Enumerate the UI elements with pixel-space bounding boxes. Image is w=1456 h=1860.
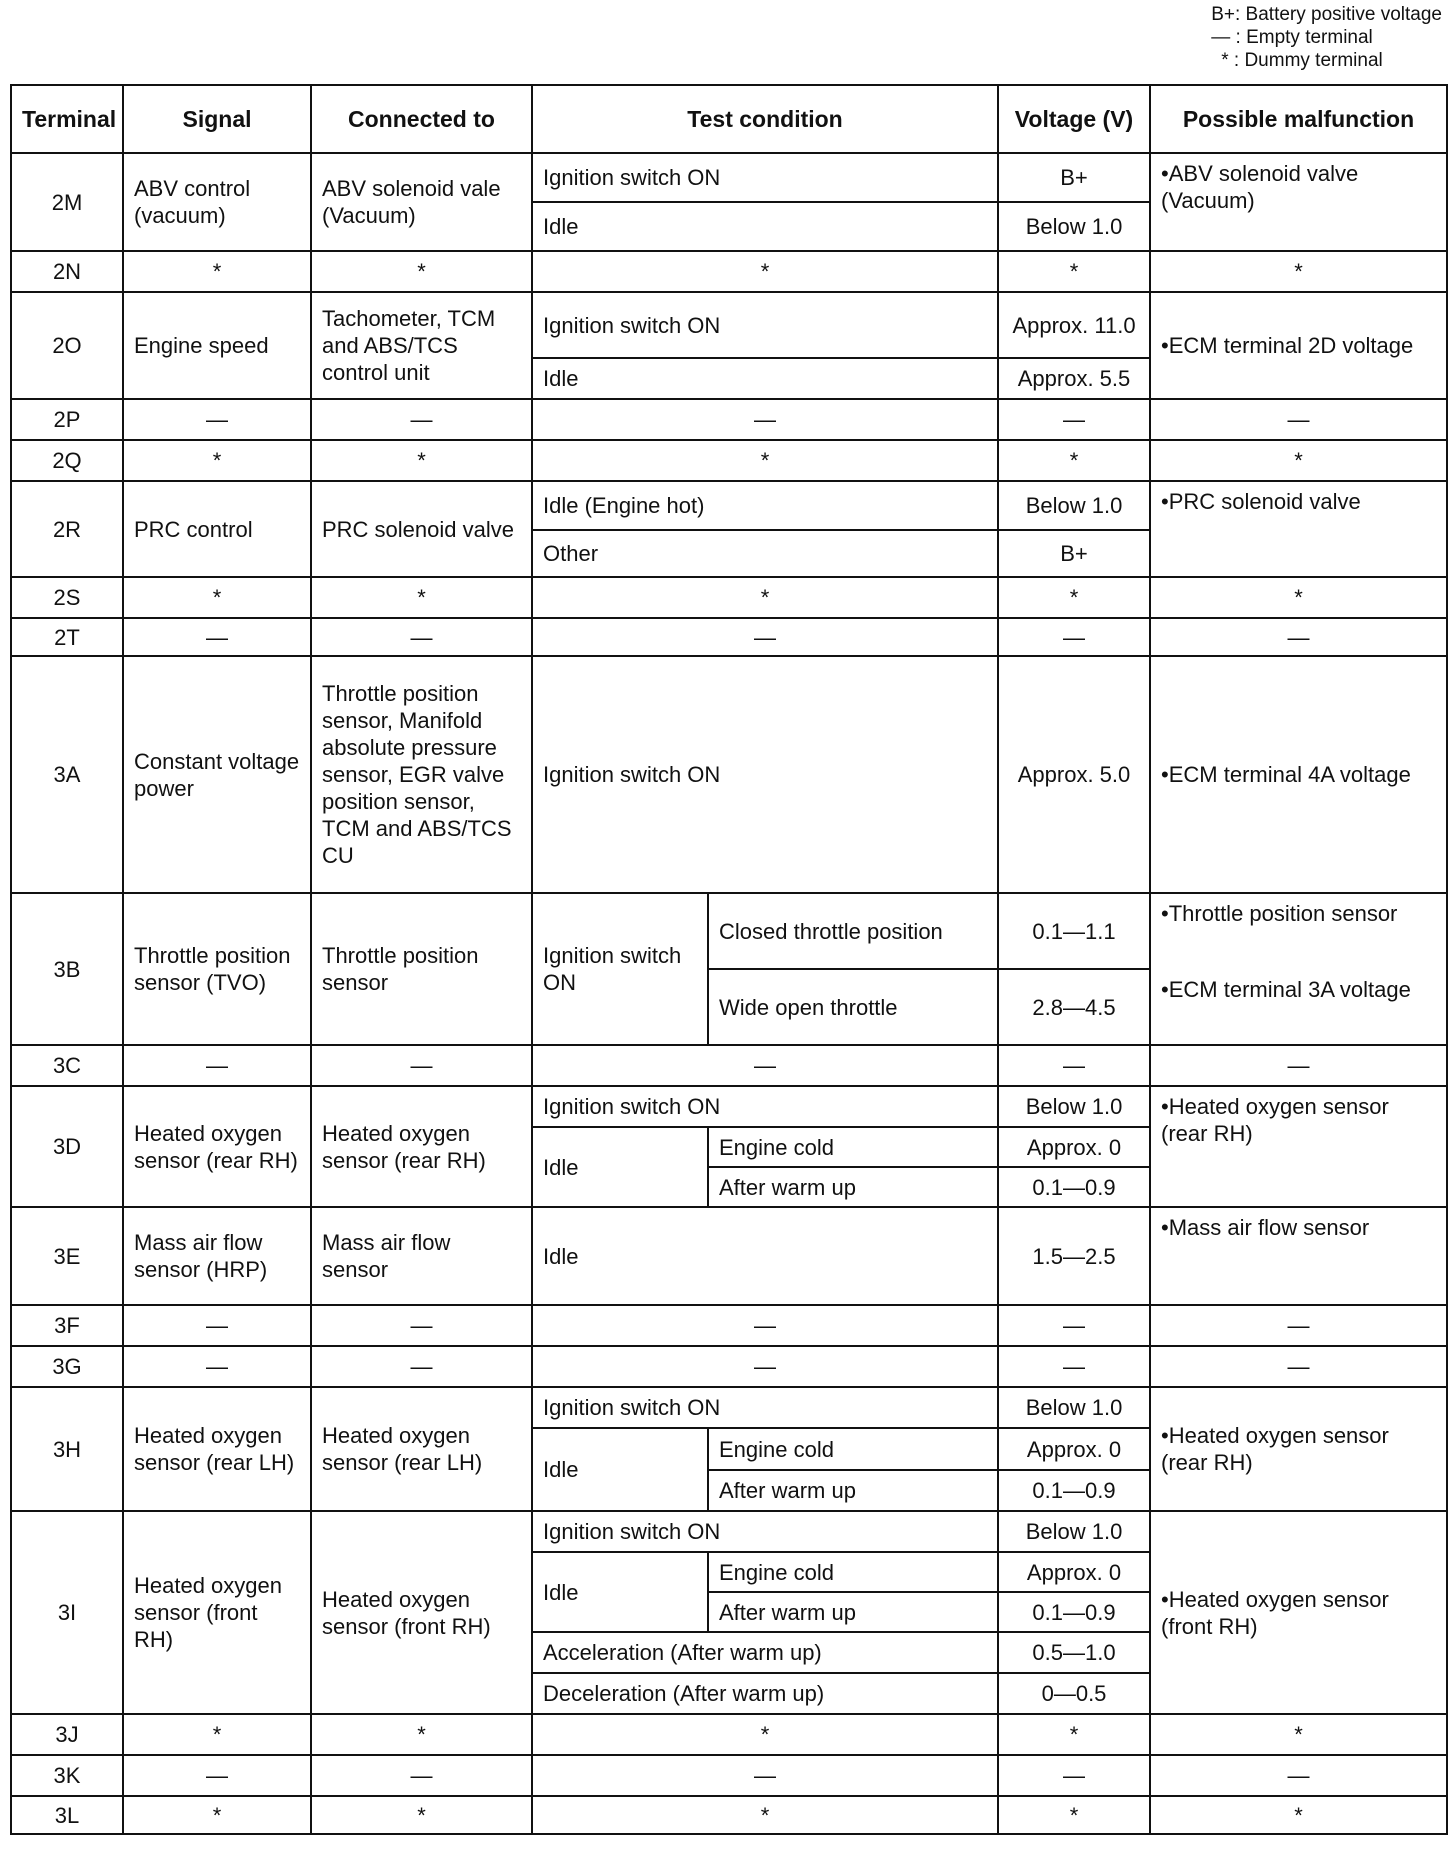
malfunction-cell	[1150, 1207, 1447, 1305]
dummy-mark: *	[311, 251, 532, 292]
header-terminal: Terminal	[11, 85, 123, 153]
terminal-cell: 3I	[11, 1511, 123, 1714]
dummy-mark: *	[123, 577, 311, 618]
terminal-cell: 2M	[11, 153, 123, 251]
empty-mark: —	[532, 618, 998, 656]
empty-mark: —	[998, 1305, 1150, 1346]
test-subcondition-cell: After warm up	[708, 1592, 998, 1632]
terminal-cell: 3K	[11, 1755, 123, 1796]
table-row	[11, 1346, 1447, 1387]
dummy-mark: *	[998, 577, 1150, 618]
dummy-mark: *	[532, 577, 998, 618]
malfunction-cell	[1150, 969, 1447, 1045]
header-connected-to: Connected to	[311, 85, 532, 153]
terminal-cell: 3D	[11, 1086, 123, 1207]
table-row	[11, 1796, 1447, 1834]
test-subcondition-cell: Engine cold	[708, 1127, 998, 1167]
table-row	[11, 251, 1447, 292]
malfunction-item: • Heated oxygen sensor (rear RH)	[1161, 1094, 1389, 1146]
empty-mark: —	[532, 399, 998, 440]
dummy-mark: *	[998, 1796, 1150, 1834]
test-condition-cell: Ignition switch ON	[532, 1511, 998, 1552]
test-subcondition-cell: After warm up	[708, 1470, 998, 1511]
table-row	[11, 292, 1447, 358]
legend	[1211, 3, 1442, 72]
terminal-cell: 3H	[11, 1387, 123, 1511]
voltage-cell: 0.1—0.9	[998, 1592, 1150, 1632]
test-condition-cell: Ignition switch ON	[532, 1387, 998, 1428]
table-row	[11, 618, 1447, 656]
voltage-cell: Approx. 5.5	[998, 358, 1150, 399]
malfunction-item: • PRC solenoid valve	[1161, 489, 1361, 514]
terminal-cell: 3J	[11, 1714, 123, 1755]
voltage-cell: B+	[998, 153, 1150, 202]
dummy-mark: *	[311, 440, 532, 481]
terminal-cell: 3B	[11, 893, 123, 1045]
table-row	[11, 1045, 1447, 1086]
terminal-cell: 2S	[11, 577, 123, 618]
dummy-mark: *	[1150, 440, 1447, 481]
empty-mark: —	[311, 1755, 532, 1796]
empty-mark: —	[311, 618, 532, 656]
malfunction-item: • Throttle position sensor	[1161, 901, 1397, 926]
voltage-cell: Approx. 0	[998, 1552, 1150, 1592]
malfunction-item: • ECM terminal 3A voltage	[1161, 977, 1411, 1002]
empty-mark: —	[1150, 1346, 1447, 1387]
malfunction-item: • ECM terminal 2D voltage	[1161, 333, 1413, 358]
empty-mark: —	[1150, 1305, 1447, 1346]
malfunction-cell	[1150, 481, 1447, 577]
test-subcondition-cell: Wide open throttle	[708, 969, 998, 1045]
signal-cell: Heated oxygen sensor (front RH)	[123, 1511, 311, 1714]
signal-cell: Throttle position sensor (TVO)	[123, 893, 311, 1045]
terminal-cell: 2P	[11, 399, 123, 440]
empty-mark: —	[998, 1045, 1150, 1086]
signal-cell: Engine speed	[123, 292, 311, 399]
test-subcondition-cell: After warm up	[708, 1167, 998, 1207]
connected-cell: Heated oxygen sensor (rear LH)	[311, 1387, 532, 1511]
table-row	[11, 1387, 1447, 1428]
dummy-mark: *	[1150, 1796, 1447, 1834]
dummy-mark: *	[532, 251, 998, 292]
malfunction-item: • ABV solenoid valve (Vacuum)	[1161, 161, 1358, 213]
signal-cell: Heated oxygen sensor (rear LH)	[123, 1387, 311, 1511]
empty-mark: —	[311, 1305, 532, 1346]
table-row	[11, 656, 1447, 893]
empty-mark: —	[532, 1305, 998, 1346]
test-condition-cell: Idle	[532, 202, 998, 251]
empty-mark: —	[123, 399, 311, 440]
header-signal: Signal	[123, 85, 311, 153]
empty-mark: —	[311, 1045, 532, 1086]
table-row	[11, 577, 1447, 618]
table-row	[11, 1086, 1447, 1127]
test-condition-cell: Ignition switch ON	[532, 1086, 998, 1127]
terminal-table	[10, 84, 1448, 1835]
terminal-cell: 2R	[11, 481, 123, 577]
table-row	[11, 1511, 1447, 1552]
dummy-mark: *	[1150, 251, 1447, 292]
signal-cell: PRC control	[123, 481, 311, 577]
dummy-mark: *	[123, 251, 311, 292]
empty-mark: —	[123, 1755, 311, 1796]
empty-mark: —	[123, 1346, 311, 1387]
table-row	[11, 440, 1447, 481]
voltage-cell: 0.1—1.1	[998, 893, 1150, 969]
terminal-cell: 2T	[11, 618, 123, 656]
test-condition-cell: Other	[532, 530, 998, 577]
table-row	[11, 893, 1447, 969]
voltage-cell: 0—0.5	[998, 1673, 1150, 1714]
malfunction-item: • ECM terminal 4A voltage	[1161, 762, 1411, 787]
signal-cell: Constant voltage power	[123, 656, 311, 893]
legend-dummy-terminal: * : Dummy terminal	[1221, 50, 1383, 71]
test-condition-cell: Idle	[532, 1207, 998, 1305]
dummy-mark: *	[532, 1796, 998, 1834]
dummy-mark: *	[123, 1796, 311, 1834]
header-test-condition: Test condition	[532, 85, 998, 153]
voltage-cell: Below 1.0	[998, 1511, 1150, 1552]
empty-mark: —	[311, 399, 532, 440]
voltage-cell: Approx. 0	[998, 1127, 1150, 1167]
table-row	[11, 399, 1447, 440]
voltage-cell: B+	[998, 530, 1150, 577]
voltage-cell: Below 1.0	[998, 481, 1150, 530]
malfunction-cell	[1150, 292, 1447, 399]
header-possible-malfunction: Possible malfunction	[1150, 85, 1447, 153]
connected-cell: ABV solenoid vale (Vacuum)	[311, 153, 532, 251]
test-subcondition-cell: Engine cold	[708, 1428, 998, 1470]
empty-mark: —	[311, 1346, 532, 1387]
malfunction-cell	[1150, 656, 1447, 893]
malfunction-cell	[1150, 153, 1447, 251]
empty-mark: —	[1150, 1045, 1447, 1086]
malfunction-cell	[1150, 1086, 1447, 1207]
connected-cell: Throttle position sensor	[311, 893, 532, 1045]
voltage-cell: Below 1.0	[998, 202, 1150, 251]
malfunction-cell	[1150, 893, 1447, 969]
empty-mark: —	[998, 1346, 1150, 1387]
empty-mark: —	[123, 1305, 311, 1346]
voltage-cell: Approx. 0	[998, 1428, 1150, 1470]
voltage-cell: 2.8—4.5	[998, 969, 1150, 1045]
connected-cell: Tachometer, TCM and ABS/TCS control unit	[311, 292, 532, 399]
empty-mark: —	[1150, 618, 1447, 656]
test-condition-cell: Idle	[532, 1552, 708, 1632]
empty-mark: —	[1150, 1755, 1447, 1796]
terminal-cell: 2N	[11, 251, 123, 292]
terminal-cell: 3E	[11, 1207, 123, 1305]
dummy-mark: *	[532, 440, 998, 481]
dummy-mark: *	[998, 1714, 1150, 1755]
voltage-cell: Approx. 11.0	[998, 292, 1150, 358]
test-subcondition-cell: Engine cold	[708, 1552, 998, 1592]
dummy-mark: *	[1150, 577, 1447, 618]
terminal-cell: 3G	[11, 1346, 123, 1387]
dummy-mark: *	[311, 1714, 532, 1755]
connected-cell: Heated oxygen sensor (front RH)	[311, 1511, 532, 1714]
header-row	[11, 85, 1447, 153]
terminal-cell: 3L	[11, 1796, 123, 1834]
dummy-mark: *	[311, 1796, 532, 1834]
test-condition-cell: Ignition switch ON	[532, 656, 998, 893]
terminal-cell: 3C	[11, 1045, 123, 1086]
malfunction-item: • Mass air flow sensor	[1161, 1215, 1369, 1240]
voltage-cell: 1.5—2.5	[998, 1207, 1150, 1305]
table-row	[11, 153, 1447, 202]
empty-mark: —	[998, 399, 1150, 440]
test-subcondition-cell: Closed throttle position	[708, 893, 998, 969]
dummy-mark: *	[123, 1714, 311, 1755]
signal-cell: Heated oxygen sensor (rear RH)	[123, 1086, 311, 1207]
dummy-mark: *	[123, 440, 311, 481]
test-condition-cell: Idle	[532, 358, 998, 399]
voltage-cell: 0.5—1.0	[998, 1632, 1150, 1673]
test-condition-cell: Idle (Engine hot)	[532, 481, 998, 530]
test-condition-cell: Idle	[532, 1127, 708, 1207]
dummy-mark: *	[532, 1714, 998, 1755]
dummy-mark: *	[1150, 1714, 1447, 1755]
legend-battery-voltage: B+: Battery positive voltage	[1211, 4, 1442, 25]
connected-cell: PRC solenoid valve	[311, 481, 532, 577]
connected-cell: Heated oxygen sensor (rear RH)	[311, 1086, 532, 1207]
malfunction-cell	[1150, 1387, 1447, 1511]
table-row	[11, 1755, 1447, 1796]
table-row	[11, 481, 1447, 530]
empty-mark: —	[532, 1045, 998, 1086]
voltage-cell: Below 1.0	[998, 1387, 1150, 1428]
connected-cell: Mass air flow sensor	[311, 1207, 532, 1305]
empty-mark: —	[123, 618, 311, 656]
table-row	[11, 1207, 1447, 1305]
terminal-cell: 3A	[11, 656, 123, 893]
connected-cell: Throttle position sensor, Manifold absolute pressure sensor, EGR valve position sensor, TCM and ABS/TCS CU	[311, 656, 532, 893]
voltage-cell: 0.1—0.9	[998, 1167, 1150, 1207]
empty-mark: —	[532, 1755, 998, 1796]
dummy-mark: *	[998, 251, 1150, 292]
empty-mark: —	[998, 618, 1150, 656]
empty-mark: —	[998, 1755, 1150, 1796]
test-condition-cell: Acceleration (After warm up)	[532, 1632, 998, 1673]
header-voltage: Voltage (V)	[998, 85, 1150, 153]
terminal-cell: 2Q	[11, 440, 123, 481]
table-row	[11, 1714, 1447, 1755]
test-condition-cell: Idle	[532, 1428, 708, 1511]
malfunction-cell	[1150, 1511, 1447, 1714]
test-condition-cell: Ignition switch ON	[532, 893, 708, 1045]
test-condition-cell: Ignition switch ON	[532, 292, 998, 358]
dummy-mark: *	[311, 577, 532, 618]
malfunction-item: • Heated oxygen sensor (front RH)	[1161, 1587, 1389, 1639]
table-row	[11, 1305, 1447, 1346]
voltage-cell: 0.1—0.9	[998, 1470, 1150, 1511]
test-condition-cell: Ignition switch ON	[532, 153, 998, 202]
empty-mark: —	[1150, 399, 1447, 440]
malfunction-item: • Heated oxygen sensor (rear RH)	[1161, 1423, 1389, 1475]
terminal-cell: 2O	[11, 292, 123, 399]
legend-empty-terminal: — : Empty terminal	[1211, 27, 1373, 48]
dummy-mark: *	[998, 440, 1150, 481]
test-condition-cell: Deceleration (After warm up)	[532, 1673, 998, 1714]
signal-cell: Mass air flow sensor (HRP)	[123, 1207, 311, 1305]
voltage-cell: Below 1.0	[998, 1086, 1150, 1127]
empty-mark: —	[532, 1346, 998, 1387]
empty-mark: —	[123, 1045, 311, 1086]
voltage-cell: Approx. 5.0	[998, 656, 1150, 893]
terminal-cell: 3F	[11, 1305, 123, 1346]
signal-cell: ABV control (vacuum)	[123, 153, 311, 251]
